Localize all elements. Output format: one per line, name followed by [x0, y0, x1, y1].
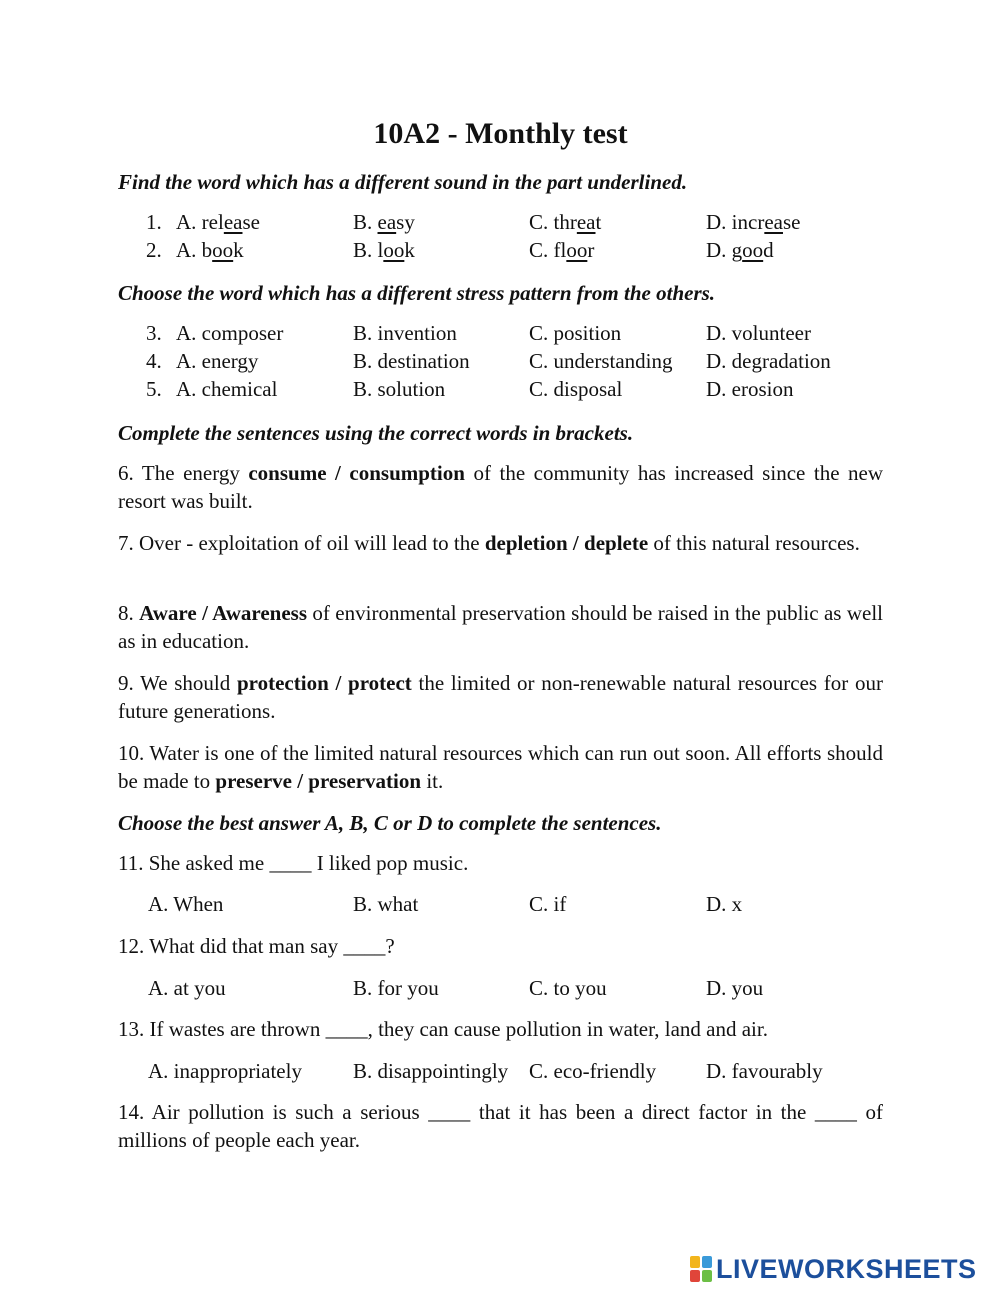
question-11: 11. She asked me ____ I liked pop music.: [118, 851, 469, 875]
question-number: 2.: [146, 238, 162, 262]
section3-instruction: Complete the sentences using the correct words in brackets.: [118, 421, 634, 445]
liveworksheets-logo: [690, 1252, 977, 1286]
logo-square: [690, 1270, 700, 1282]
option-d[interactable]: D. x: [706, 892, 743, 916]
word-choice[interactable]: protection / protect: [236, 671, 412, 695]
option-c[interactable]: C. understanding: [529, 349, 673, 373]
section1-instruction: Find the word which has a different sound in the part underlined.: [118, 170, 688, 194]
logo-text: LIVEWORKSHEETS: [716, 1253, 977, 1284]
option-a[interactable]: A. inappropriately: [148, 1059, 302, 1083]
question-7: 7. Over - exploitation of oil will lead to the depletion / deplete of this natural resources.: [118, 531, 860, 555]
word-choice[interactable]: preserve / preservation: [215, 769, 422, 793]
option-c[interactable]: C. if: [529, 892, 567, 916]
option-a[interactable]: A. energy: [176, 349, 259, 373]
word-choice[interactable]: Aware / Awareness: [139, 601, 308, 625]
question-number: 4.: [146, 349, 162, 373]
question-12: 12. What did that man say ____?: [118, 934, 395, 958]
option-b[interactable]: B. invention: [353, 321, 457, 345]
option-b[interactable]: B. what: [353, 892, 419, 916]
question-6: 6. The energy consume / consumption of the community has increased since the new resort was built.: [118, 461, 884, 513]
option-a[interactable]: A. book: [176, 238, 244, 262]
question-10: 10. Water is one of the limited natural resources which can run out soon. All efforts should be made to preserve / preservation it.: [118, 741, 883, 793]
option-c[interactable]: C. threat: [529, 210, 602, 234]
option-b[interactable]: B. for you: [353, 976, 439, 1000]
question-11-options: [118, 890, 883, 918]
question-3: [118, 319, 883, 347]
question-12-options: [118, 974, 883, 1002]
question-1: [118, 208, 883, 236]
option-c[interactable]: C. to you: [529, 976, 607, 1000]
option-b[interactable]: B. destination: [353, 349, 470, 373]
option-d[interactable]: D. increase: [706, 210, 801, 234]
page-title: 10A2 - Monthly test: [373, 117, 628, 150]
word-choice[interactable]: depletion / deplete: [484, 531, 649, 555]
question-5: [118, 375, 883, 403]
option-a[interactable]: A. When: [148, 892, 224, 916]
logo-icon: [690, 1256, 712, 1282]
option-a[interactable]: A. chemical: [176, 377, 278, 401]
option-d[interactable]: D. volunteer: [706, 321, 811, 345]
option-b[interactable]: B. disappointingly: [353, 1059, 509, 1083]
question-14: 14. Air pollution is such a serious ____ that it has been a direct factor in the ____ of millions of people each year.: [118, 1100, 883, 1152]
option-c[interactable]: C. position: [529, 321, 622, 345]
question-9: 9. We should protection / protect the limited or non-renewable natural resources for our future generations.: [118, 671, 883, 723]
option-a[interactable]: A. at you: [148, 976, 226, 1000]
section2-instruction: Choose the word which has a different stress pattern from the others.: [118, 281, 716, 305]
option-c[interactable]: C. disposal: [529, 377, 623, 401]
question-13: 13. If wastes are thrown ____, they can cause pollution in water, land and air.: [118, 1017, 768, 1041]
option-a[interactable]: A. composer: [176, 321, 284, 345]
option-d[interactable]: D. good: [706, 238, 774, 262]
question-2: [118, 236, 883, 264]
option-c[interactable]: C. floor: [529, 238, 595, 262]
question-number: 3.: [146, 321, 162, 345]
option-d[interactable]: D. you: [706, 976, 764, 1000]
logo-square: [702, 1270, 712, 1282]
option-d[interactable]: D. favourably: [706, 1059, 823, 1083]
option-b[interactable]: B. solution: [353, 377, 446, 401]
question-4: [118, 347, 883, 375]
question-number: 1.: [146, 210, 162, 234]
section4-instruction: Choose the best answer A, B, C or D to complete the sentences.: [118, 811, 662, 835]
word-choice[interactable]: consume / consumption: [248, 461, 465, 485]
logo-square: [702, 1256, 712, 1268]
logo-square: [690, 1256, 700, 1268]
option-d[interactable]: D. degradation: [706, 349, 831, 373]
option-a[interactable]: A. release: [176, 210, 260, 234]
option-b[interactable]: B. easy: [353, 210, 415, 234]
question-number: 5.: [146, 377, 162, 401]
option-c[interactable]: C. eco-friendly: [529, 1059, 657, 1083]
option-b[interactable]: B. look: [353, 238, 415, 262]
question-13-options: [118, 1057, 883, 1085]
question-8: 8. Aware / Awareness of environmental preservation should be raised in the public as well as in education.: [118, 601, 883, 653]
option-d[interactable]: D. erosion: [706, 377, 794, 401]
